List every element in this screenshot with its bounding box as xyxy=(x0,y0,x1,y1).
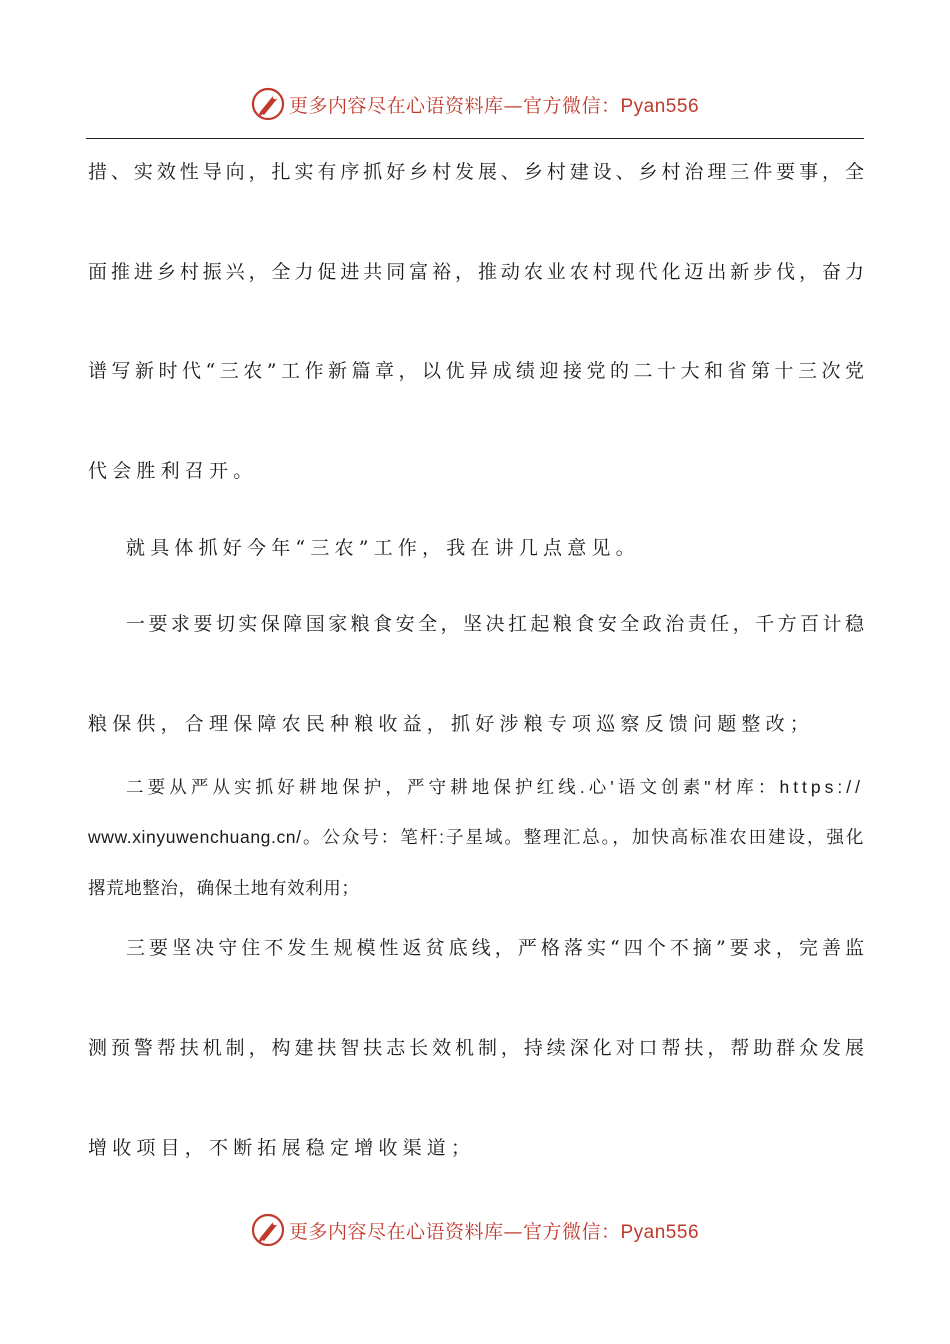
header-banner xyxy=(0,82,950,126)
footer-account: Pyan556 xyxy=(620,1221,700,1243)
header-banner-text: 更多内容尽在心语资料库—官方微信：Pyan556 xyxy=(288,94,700,117)
header-rule xyxy=(86,138,864,139)
paragraph-line: 二要从严从实抓好耕地保护，严守耕地保护红线.心'语文创素"材库：https:// xyxy=(126,777,864,797)
pen-logo-icon xyxy=(251,87,285,121)
paragraph-line: 粮保供，合理保障农民种粮收益，抓好涉粮专项巡察反馈问题整改； xyxy=(88,713,815,735)
paragraph-line: 撂荒地整治，确保土地有效利用； xyxy=(88,878,360,898)
footer-banner xyxy=(0,1208,950,1252)
header-account: Pyan556 xyxy=(620,95,700,117)
paragraph-line: 测预警帮扶机制，构建扶智扶志长效机制，持续深化对口帮扶，帮助群众发展 xyxy=(88,1037,864,1059)
paragraph-line: 三要坚决守住不发生规模性返贫底线，严格落实“四个不摘”要求，完善监 xyxy=(126,937,864,959)
paragraph-line: 措、实效性导向，扎实有序抓好乡村发展、乡村建设、乡村治理三件要事，全 xyxy=(88,161,864,183)
footer-banner-text: 更多内容尽在心语资料库—官方微信：Pyan556 xyxy=(288,1220,700,1243)
paragraph-line: www.xinyuwenchuang.cn/。公众号：笔杆:子星域。整理汇总。，加快高标准农田建设，强化 xyxy=(88,827,864,847)
paragraph-line: 就具体抓好今年“三农”工作，我在讲几点意见。 xyxy=(126,537,640,559)
paragraph-line: 谱写新时代“三农”工作新篇章，以优异成绩迎接党的二十大和省第十三次党 xyxy=(88,360,864,382)
pen-logo-icon xyxy=(251,1213,285,1247)
paragraph-line: 面推进乡村振兴，全力促进共同富裕，推动农业农村现代化迈出新步伐，奋力 xyxy=(88,261,864,283)
paragraph-line: 一要求要切实保障国家粮食安全，坚决扛起粮食安全政治责任，千方百计稳 xyxy=(126,613,864,635)
paragraph-line: 增收项目，不断拓展稳定增收渠道； xyxy=(88,1137,476,1159)
paragraph-line: 代会胜利召开。 xyxy=(88,460,258,482)
